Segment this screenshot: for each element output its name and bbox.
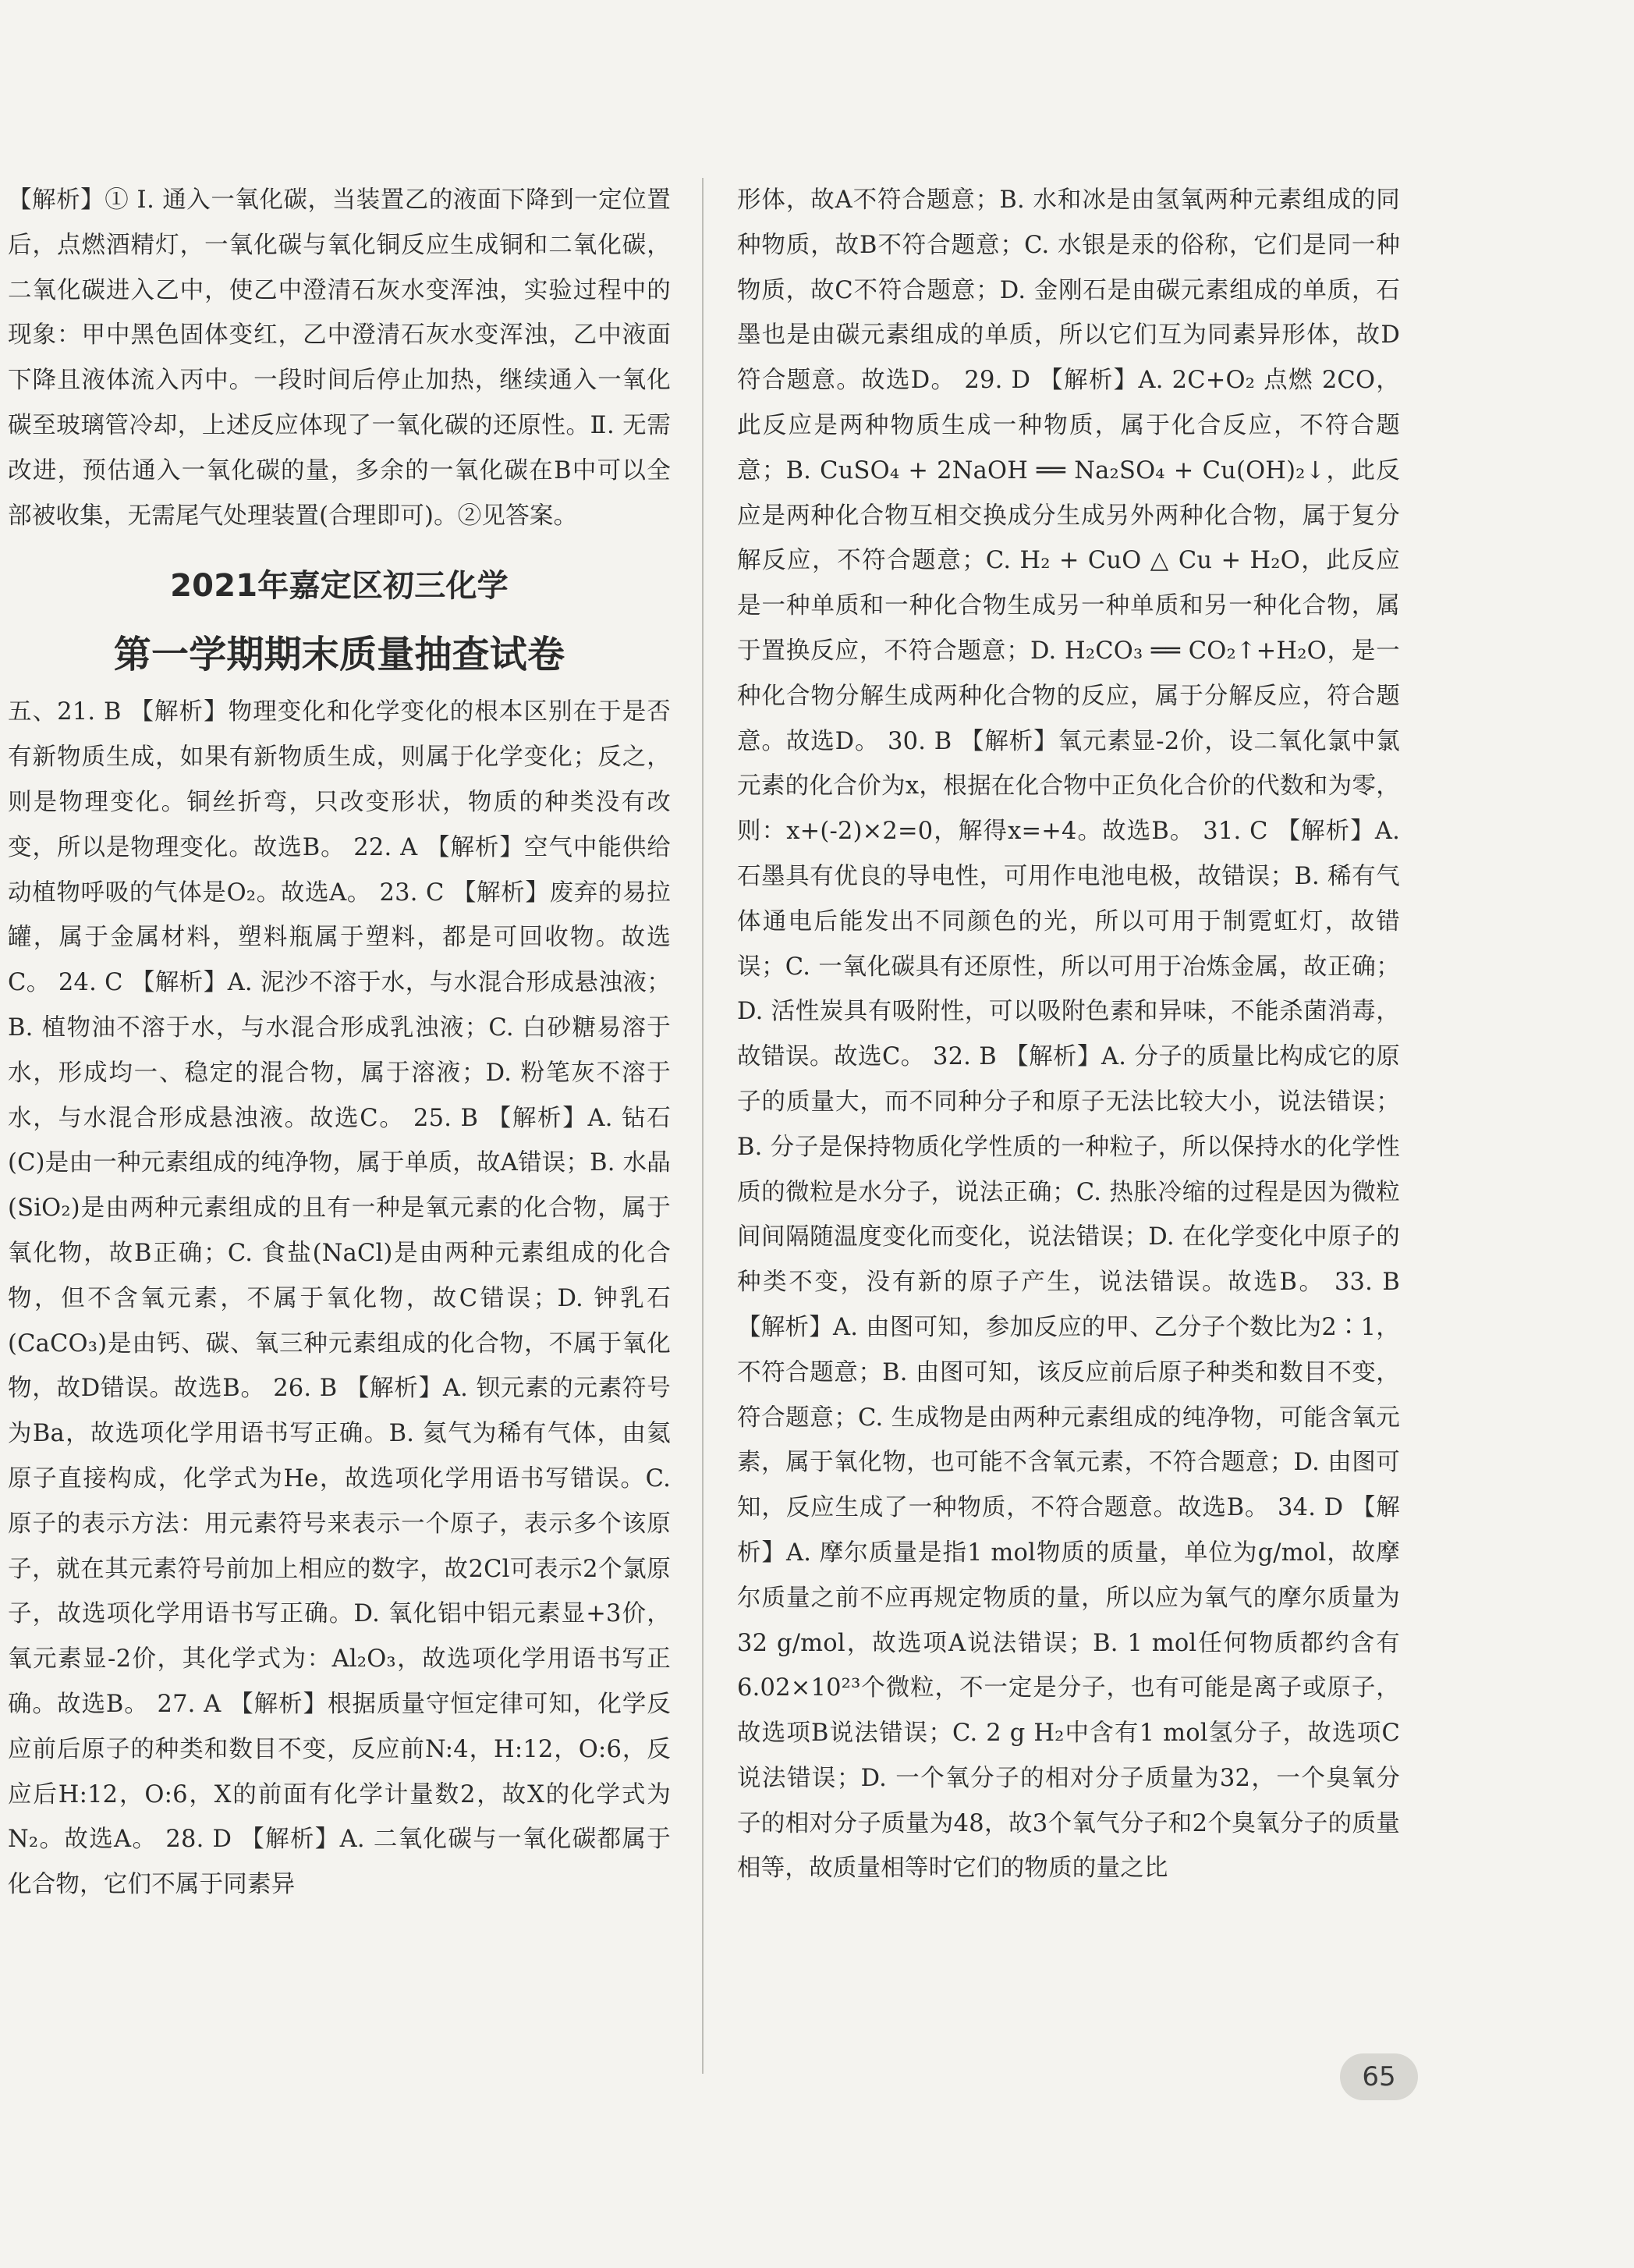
left-column bbox=[8, 178, 671, 1908]
intro-paragraph: 【解析】① Ⅰ. 通入一氧化碳，当装置乙的液面下降到一定位置后，点燃酒精灯，一氧化碳与氧化铜反应生成铜和二氧化碳，二氧化碳进入乙中，使乙中澄清石灰水变浑浊，实验过程中的现象：甲中黑色固体变红，乙中澄清石灰水变浑浊，乙中液面下降且液体流入丙中。一段时间后停止加热，继续通入一氧化碳至玻璃管冷却，上述反应体现了一氧化碳的还原性。Ⅱ. 无需改进，预估通入一氧化碳的量，多余的一氧化碳在B中可以全部被收集，无需尾气处理装置(合理即可)。②见答案。 bbox=[8, 186, 671, 530]
right-column bbox=[737, 178, 1400, 1891]
section-heading-line2: 第一学期期末质量抽查试卷 bbox=[113, 633, 565, 677]
answers-paragraph-left: 五、21. B 【解析】物理变化和化学变化的根本区别在于是否有新物质生成，如果有新物质生成，则属于化学变化；反之，则是物理变化。铜丝折弯，只改变形状，物质的种类没有改变，所以是物理变化。故选B。 22. A 【解析】空气中能供给动植物呼吸的气体是O₂。故选A。 23. C 【解析】废弃的易拉罐，属于金属材料，塑料瓶属于塑料，都是可回收物。故选C。 24. C 【解析】A. 泥沙不溶于水，与水混合形成悬浊液；B. 植物油不溶于水，与水混合形成乳浊液；C. 白砂糖易溶于水，形成均一、稳定的混合物，属于溶液；D. 粉笔灰不溶于水，与水混合形成悬浊液。故选C。 25. B 【解析】A. 钻石(C)是由一种元素组成的纯净物，属于单质，故A错误；B. 水晶(SiO₂)是由两种元素组成的且有一种是氧元素的化合物，属于氧化物，故B正确；C. 食盐(NaCl)是由两种元素组成的化合物，但不含氧元素，不属于氧化物，故C错误；D. 钟乳石(CaCO₃)是由钙、碳、氧三种元素组成的化合物，不属于氧化物，故D错误。故选B。 26. B 【解析】A. 钡元素的元素符号为Ba，故选项化学用语书写正确。B. 氦气为稀有气体，由氦原子直接构成，化学式为He，故选项化学用语书写错误。C. 原子的表示方法：用元素符号来表示一个原子，表示多个该原子，就在其元素符号前加上相应的数字，故2Cl可表示2个氯原子，故选项化学用语书写正确。D. 氧化铝中铝元素显+3价，氧元素显-2价，其化学式为：Al₂O₃，故选项化学用语书写正确。故选B。 27. A 【解析】根据质量守恒定律可知，化学反应前后原子的种类和数目不变，反应前N:4，H:12，O:6，反应后H:12，O:6，X的前面有化学计量数2，故X的化学式为N₂。故选A。 28. D 【解析】A. 二氧化碳与一氧化碳都属于化合物，它们不属于同素异 bbox=[8, 698, 671, 1899]
page-number: 65 bbox=[1340, 2053, 1418, 2100]
answers-paragraph-right: 形体，故A不符合题意；B. 水和冰是由氢氧两种元素组成的同种物质，故B不符合题意；C. 水银是汞的俗称，它们是同一种物质，故C不符合题意；D. 金刚石是由碳元素组成的单质，石墨也是由碳元素组成的单质，所以它们互为同素异形体，故D符合题意。故选D。 29. D 【解析】A. 2C+O₂ 点燃 2CO，此反应是两种物质生成一种物质，属于化合反应，不符合题意；B. CuSO₄ + 2NaOH ══ Na₂SO₄ + Cu(OH)₂↓，此反应是两种化合物互相交换成分生成另外两种化合物，属于复分解反应，不符合题意；C. H₂ + CuO △ Cu + H₂O，此反应是一种单质和一种化合物生成另一种单质和另一种化合物，属于置换反应，不符合题意；D. H₂CO₃ ══ CO₂↑+H₂O，是一种化合物分解生成两种化合物的反应，属于分解反应，符合题意。故选D。 30. B 【解析】氧元素显-2价，设二氧化氯中氯元素的化合价为x，根据在化合物中正负化合价的代数和为零，则：x+(-2)×2=0，解得x=+4。故选B。 31. C 【解析】A. 石墨具有优良的导电性，可用作电池电极，故错误；B. 稀有气体通电后能发出不同颜色的光，所以可用于制霓虹灯，故错误；C. 一氧化碳具有还原性，所以可用于冶炼金属，故正确；D. 活性炭具有吸附性，可以吸附色素和异味，不能杀菌消毒，故错误。故选C。 32. B 【解析】A. 分子的质量比构成它的原子的质量大，而不同种分子和原子无法比较大小，说法错误；B. 分子是保持物质化学性质的一种粒子，所以保持水的化学性质的微粒是水分子，说法正确；C. 热胀冷缩的过程是因为微粒间间隔随温度变化而变化，说法错误；D. 在化学变化中原子的种类不变，没有新的原子产生，说法错误。故选B。 33. B 【解析】A. 由图可知，参加反应的甲、乙分子个数比为2∶1，不符合题意；B. 由图可知，该反应前后原子种类和数目不变，符合题意；C. 生成物是由两种元素组成的纯净物，可能含氧元素，属于氧化物，也可能不含氧元素，不符合题意；D. 由图可知，反应生成了一种物质，不符合题意。故选B。 34. D 【解析】A. 摩尔质量是指1 mol物质的质量，单位为g/mol，故摩尔质量之前不应再规定物质的量，所以应为氧气的摩尔质量为32 g/mol，故选项A说法错误；B. 1 mol任何物质都约含有6.02×10²³个微粒，不一定是分子，也有可能是离子或原子，故选项B说法错误；C. 2 g H₂中含有1 mol氢分子，故选项C说法错误；D. 一个氧分子的相对分子质量为32，一个臭氧分子的相对分子质量为48，故3个氧气分子和2个臭氧分子的质量相等，故质量相等时它们的物质的量之比 bbox=[737, 186, 1400, 1883]
section-heading-line1: 2021年嘉定区初三化学 bbox=[170, 568, 509, 605]
column-divider bbox=[702, 178, 704, 2074]
